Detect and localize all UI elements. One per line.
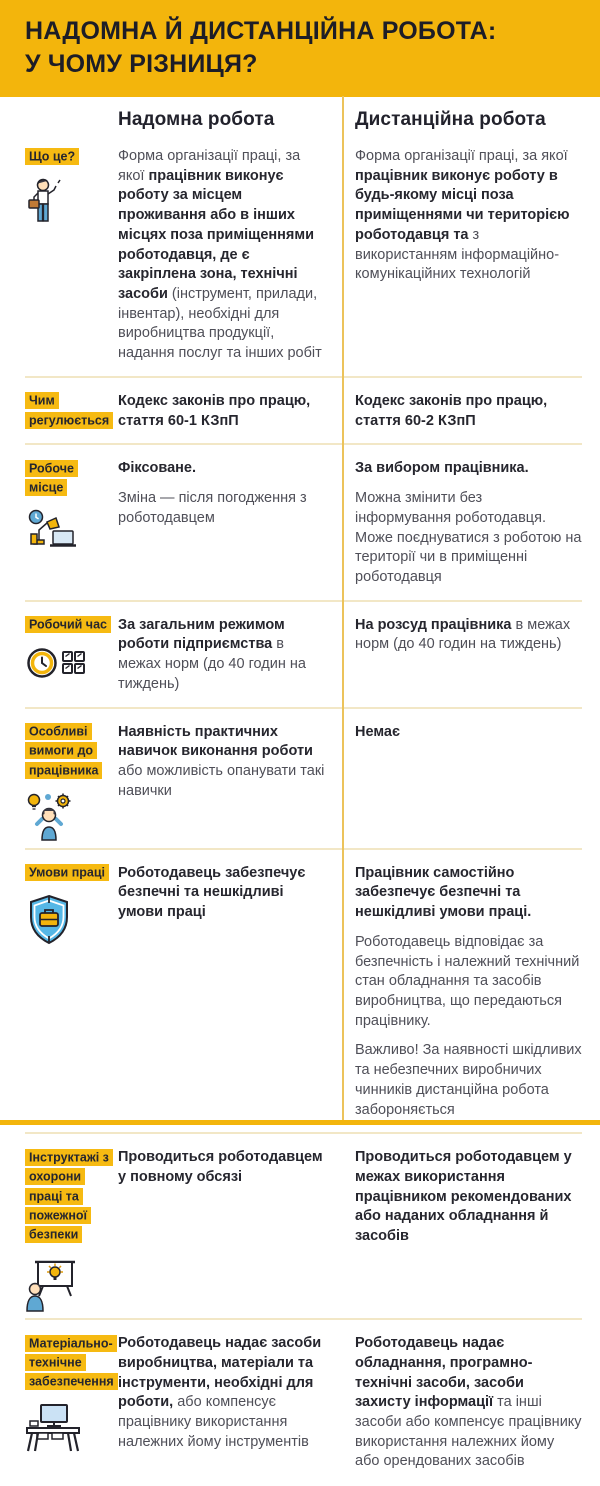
table-row (0, 850, 600, 1135)
vertical-divider (342, 96, 344, 1125)
cell-paragraph: Роботодавець надає засоби виробництва, матеріали та інструменти, необхідні для роботи, або компенсує працівнику використання належних йому інструментів (118, 1335, 322, 1450)
row-cell-left (118, 147, 342, 374)
table-row (0, 445, 600, 601)
cell-paragraph: Роботодавець відповідає за безпечність і належний технічний стан обладнання та засобів виробництва, що передаються працівнику. (355, 933, 580, 1029)
row-cell-left (118, 616, 342, 705)
row-label-cell (25, 1334, 118, 1482)
row-label-cell (25, 392, 118, 441)
row-label: Що це? (25, 148, 79, 165)
row-label: Інструктажі з охорони праці та пожежної безпеки (25, 1149, 113, 1244)
table-row (0, 602, 600, 709)
cell-paragraph: Зміна — після погодження з роботодавцем (118, 490, 307, 526)
worker-briefcase-icon (25, 176, 111, 235)
row-cell-right (342, 616, 582, 705)
table-row (0, 378, 600, 445)
table-row (0, 709, 600, 850)
cell-paragraph: Важливо! За наявності шкідливих та небезпечних виробничих чинників дистанційна робота забороняється (355, 1042, 582, 1118)
row-label: Робоче місце (25, 460, 78, 496)
bottom-accent-bar (0, 1120, 600, 1125)
row-label: Чим регулюється (25, 392, 113, 428)
desk-computer-icon (25, 1402, 111, 1457)
table-row (0, 1134, 600, 1320)
presentation-icon (25, 1255, 111, 1316)
row-label-cell (25, 723, 118, 846)
row-cell-right (342, 459, 582, 597)
page-header (0, 0, 600, 97)
cell-paragraph: За вибором працівника. (355, 460, 529, 477)
page-title-line1: НАДОМНА Й ДИСТАНЦІЙНА РОБОТА: (25, 17, 497, 45)
row-label-cell (25, 616, 118, 705)
label-column-spacer (25, 109, 118, 131)
row-cell-left (118, 459, 342, 597)
cell-paragraph: Роботодавець надає обладнання, програмно-технічні засоби, засоби захисту інформації та інші засоби або компенсує працівнику використання належних йому або орендованих засобів (355, 1335, 582, 1470)
cell-paragraph: За загальним режимом роботи підприємства в межах норм (до 40 годин на тиждень) (118, 616, 306, 692)
row-cell-right (342, 1148, 582, 1316)
row-cell-left (118, 1334, 342, 1482)
column-header-remote-work: Дистанційна робота (355, 109, 546, 130)
cell-paragraph: Проводиться роботодавцем у повному обсязі (118, 1149, 323, 1185)
row-label: Умови праці (25, 864, 109, 881)
cell-paragraph: Фіксоване. (118, 460, 197, 477)
shield-briefcase-icon (25, 893, 111, 952)
row-cell-right (342, 723, 582, 846)
cell-paragraph: Роботодавець забезпечує безпечні та нешкідливі умови праці (118, 864, 306, 921)
row-label: Матеріально-технічне забезпечення (25, 1335, 118, 1391)
cell-paragraph: Наявність практичних навичок виконання роботи або можливість опанувати такі навички (118, 723, 325, 799)
column-header-home-work: Надомна робота (118, 109, 275, 130)
row-cell-left (118, 1148, 342, 1316)
comparison-table (0, 133, 600, 1486)
row-cell-right (342, 392, 582, 441)
row-label: Особливі вимоги до працівника (25, 723, 102, 779)
row-label: Робочий час (25, 616, 111, 633)
column-headers (0, 97, 600, 133)
cell-paragraph: Форма організації праці, за якої працівник виконує роботу за місцем проживання або в інших місцях поза приміщеннями роботодавця, де є закріплена зона, технічні засоби (інструмент, прилади, інвентар), необхідні для виробництва продукції, надання послуг та інших робіт (118, 148, 322, 362)
row-cell-left (118, 392, 342, 441)
person-skills-icon (25, 791, 111, 846)
cell-paragraph: Немає (355, 723, 400, 740)
row-label-cell (25, 147, 118, 374)
page-title-line2: У ЧОМУ РІЗНИЦЯ? (25, 49, 258, 78)
row-cell-right (342, 1334, 582, 1482)
row-cell-left (118, 864, 342, 1131)
clock-calendar-icon (25, 645, 111, 686)
table-row (0, 133, 600, 378)
row-cell-right (342, 147, 582, 374)
cell-paragraph: Проводиться роботодавцем у межах використання працівником рекомендованих або наданих обладнання й засобів (355, 1149, 572, 1245)
table-row (0, 1320, 600, 1486)
row-cell-right (342, 864, 582, 1131)
cell-paragraph: Працівник самостійно забезпечує безпечні та нешкідливі умови праці. (355, 864, 532, 921)
lamp-laptop-icon (25, 508, 111, 555)
cell-paragraph: Кодекс законів про працю, стаття 60-1 КЗпП (118, 392, 311, 429)
row-label-cell (25, 864, 118, 1131)
cell-paragraph: Кодекс законів про працю, стаття 60-2 КЗпП (355, 392, 548, 429)
row-label-cell (25, 459, 118, 597)
cell-paragraph: Можна змінити без інформування роботодавця. Може поєднуватися з роботою на території чи в приміщенні роботодавця (355, 490, 582, 585)
row-label-cell (25, 1148, 118, 1316)
cell-paragraph: На розсуд працівника в межах норм (до 40 годин на тиждень) (355, 616, 571, 653)
cell-paragraph: Форма організації праці, за якої працівник виконує роботу в будь-якому місці поза приміщеннями чи територією роботодавця та з використанням інформаційно-комунікаційних технологій (355, 148, 570, 283)
row-cell-left (118, 723, 342, 846)
